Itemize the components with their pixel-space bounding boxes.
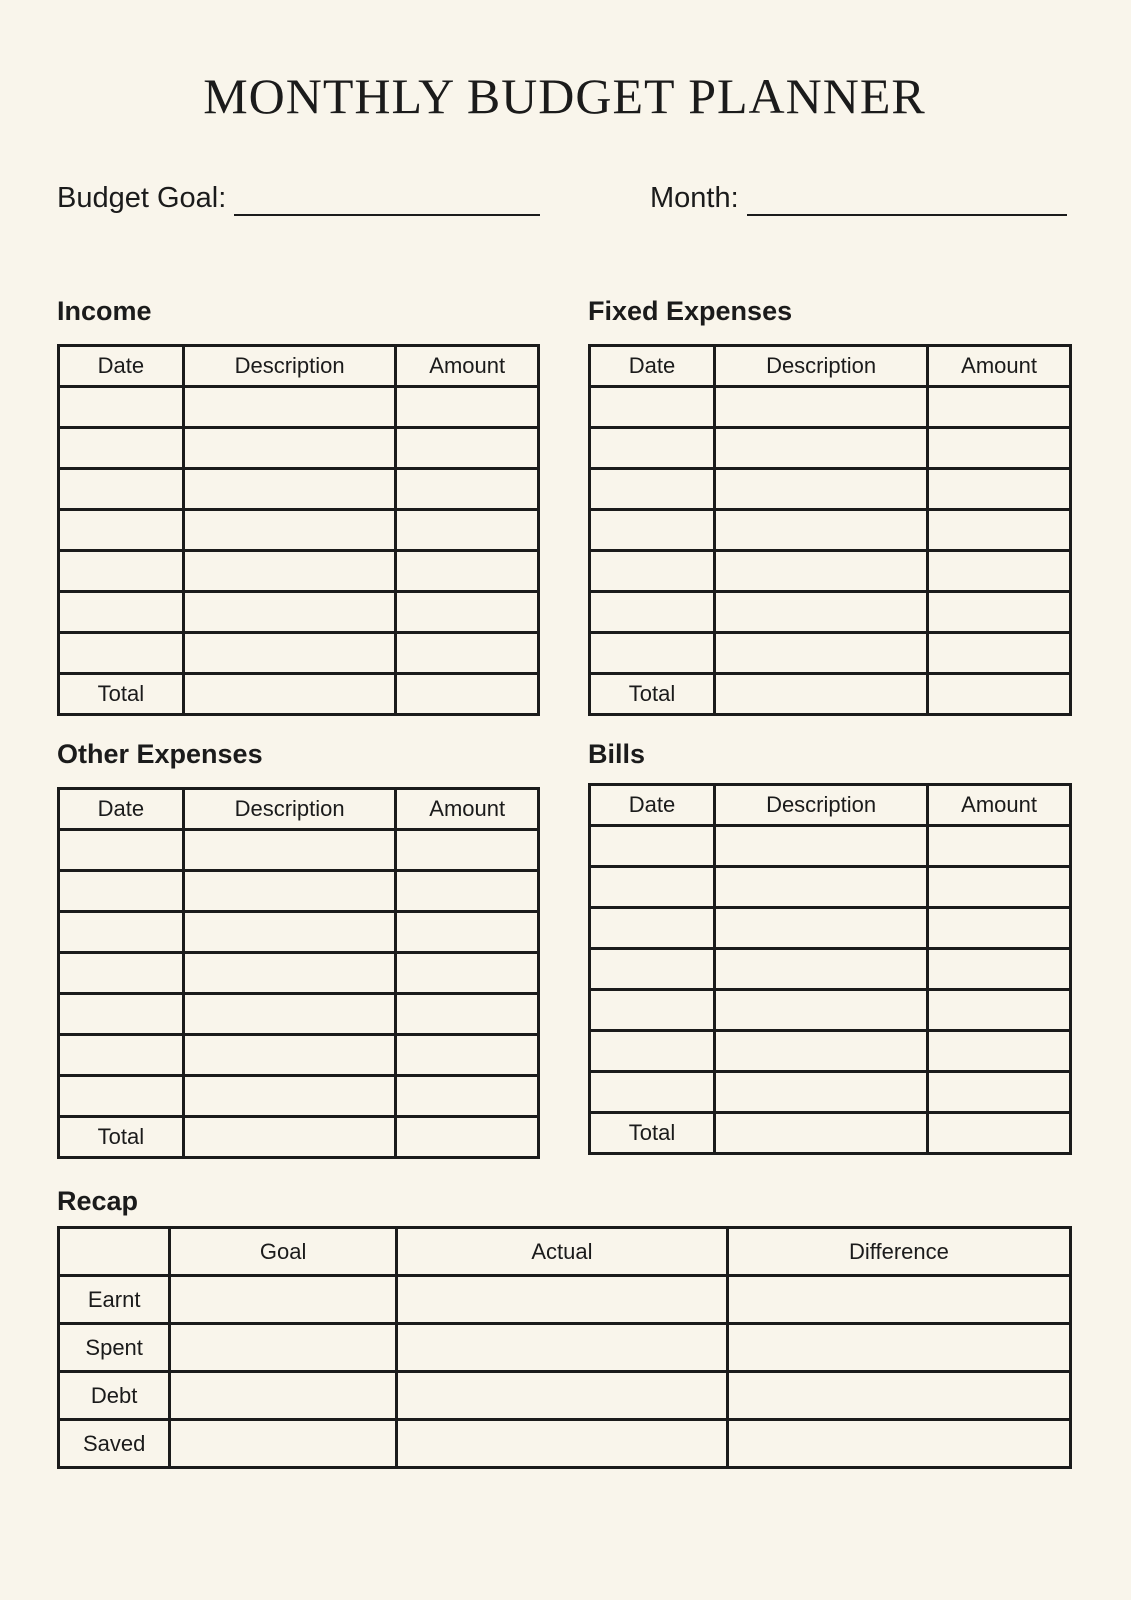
amount-column-header: Amount xyxy=(396,789,539,830)
description-column-header: Description xyxy=(715,785,928,826)
description-cell[interactable] xyxy=(715,990,928,1031)
other-expenses-section xyxy=(57,739,540,1159)
table-row xyxy=(590,551,1071,592)
table-header-row xyxy=(59,789,539,830)
total-amount-cell[interactable] xyxy=(396,674,539,715)
total-description-cell[interactable] xyxy=(183,1117,396,1158)
description-cell[interactable] xyxy=(715,908,928,949)
amount-cell[interactable] xyxy=(396,953,539,994)
income-section xyxy=(57,296,540,716)
saved-goal-cell[interactable] xyxy=(170,1420,397,1468)
date-cell[interactable] xyxy=(59,469,184,510)
table-row xyxy=(590,469,1071,510)
amount-column-header: Amount xyxy=(396,346,539,387)
description-cell[interactable] xyxy=(715,1072,928,1113)
description-cell[interactable] xyxy=(715,867,928,908)
date-cell[interactable] xyxy=(590,908,715,949)
description-cell[interactable] xyxy=(715,551,928,592)
date-cell[interactable] xyxy=(590,428,715,469)
table-row xyxy=(59,510,539,551)
saved-actual-cell[interactable] xyxy=(397,1420,728,1468)
date-cell[interactable] xyxy=(590,949,715,990)
description-cell[interactable] xyxy=(183,1076,396,1117)
date-cell[interactable] xyxy=(59,1035,184,1076)
description-cell[interactable] xyxy=(183,551,396,592)
amount-cell[interactable] xyxy=(396,912,539,953)
month-label: Month: xyxy=(650,182,739,214)
budget-goal-field xyxy=(57,181,540,224)
amount-column-header: Amount xyxy=(928,346,1071,387)
description-cell[interactable] xyxy=(715,949,928,990)
table-row xyxy=(59,953,539,994)
recap-corner-cell xyxy=(59,1228,170,1276)
earnt-difference-cell[interactable] xyxy=(727,1276,1070,1324)
date-cell[interactable] xyxy=(59,551,184,592)
description-cell[interactable] xyxy=(715,826,928,867)
goal-column-header: Goal xyxy=(170,1228,397,1276)
description-column-header: Description xyxy=(715,346,928,387)
recap-row-earnt xyxy=(59,1276,1071,1324)
amount-cell[interactable] xyxy=(396,994,539,1035)
amount-cell[interactable] xyxy=(928,633,1071,674)
date-cell[interactable] xyxy=(59,428,184,469)
date-column-header: Date xyxy=(59,346,184,387)
date-cell[interactable] xyxy=(59,871,184,912)
debt-goal-cell[interactable] xyxy=(170,1372,397,1420)
table-row xyxy=(59,428,539,469)
saved-row-label: Saved xyxy=(59,1420,170,1468)
description-cell[interactable] xyxy=(183,994,396,1035)
amount-cell[interactable] xyxy=(928,908,1071,949)
date-cell[interactable] xyxy=(590,510,715,551)
bills-table xyxy=(588,783,1072,1155)
amount-cell[interactable] xyxy=(396,1035,539,1076)
amount-cell[interactable] xyxy=(928,510,1071,551)
description-cell[interactable] xyxy=(183,387,396,428)
date-cell[interactable] xyxy=(590,1031,715,1072)
table-row xyxy=(590,510,1071,551)
amount-cell[interactable] xyxy=(396,871,539,912)
description-cell[interactable] xyxy=(715,469,928,510)
date-cell[interactable] xyxy=(59,953,184,994)
tables-grid xyxy=(57,296,1072,1159)
spent-goal-cell[interactable] xyxy=(170,1324,397,1372)
description-cell[interactable] xyxy=(183,428,396,469)
month-input-line[interactable] xyxy=(747,214,1067,216)
earnt-actual-cell[interactable] xyxy=(397,1276,728,1324)
amount-cell[interactable] xyxy=(928,1031,1071,1072)
saved-difference-cell[interactable] xyxy=(727,1420,1070,1468)
earnt-goal-cell[interactable] xyxy=(170,1276,397,1324)
total-label: Total xyxy=(59,1117,184,1158)
amount-cell[interactable] xyxy=(396,387,539,428)
recap-row-spent xyxy=(59,1324,1071,1372)
date-cell[interactable] xyxy=(590,867,715,908)
date-cell[interactable] xyxy=(59,510,184,551)
recap-heading: Recap xyxy=(57,1186,139,1216)
page-title: MONTHLY BUDGET PLANNER xyxy=(203,68,926,124)
date-cell[interactable] xyxy=(59,994,184,1035)
date-cell[interactable] xyxy=(590,633,715,674)
amount-cell[interactable] xyxy=(928,867,1071,908)
table-row xyxy=(59,1076,539,1117)
recap-header-row xyxy=(59,1228,1071,1276)
table-row xyxy=(59,633,539,674)
date-cell[interactable] xyxy=(590,387,715,428)
month-field xyxy=(588,181,1072,224)
table-row xyxy=(590,1031,1071,1072)
debt-row-label: Debt xyxy=(59,1372,170,1420)
bills-heading: Bills xyxy=(588,739,646,769)
table-row xyxy=(59,994,539,1035)
amount-cell[interactable] xyxy=(396,1076,539,1117)
description-cell[interactable] xyxy=(183,469,396,510)
total-row xyxy=(590,1113,1071,1154)
total-description-cell[interactable] xyxy=(183,674,396,715)
description-column-header: Description xyxy=(183,346,396,387)
table-row xyxy=(590,990,1071,1031)
spent-actual-cell[interactable] xyxy=(397,1324,728,1372)
amount-cell[interactable] xyxy=(928,387,1071,428)
amount-cell[interactable] xyxy=(928,592,1071,633)
description-cell[interactable] xyxy=(715,428,928,469)
total-amount-cell[interactable] xyxy=(928,674,1071,715)
date-cell[interactable] xyxy=(59,1076,184,1117)
date-cell[interactable] xyxy=(59,633,184,674)
table-row xyxy=(59,871,539,912)
table-row xyxy=(59,592,539,633)
earnt-row-label: Earnt xyxy=(59,1276,170,1324)
table-row xyxy=(59,830,539,871)
date-column-header: Date xyxy=(59,789,184,830)
table-header-row xyxy=(59,346,539,387)
debt-actual-cell[interactable] xyxy=(397,1372,728,1420)
amount-cell[interactable] xyxy=(928,990,1071,1031)
description-cell[interactable] xyxy=(183,912,396,953)
total-amount-cell[interactable] xyxy=(928,1113,1071,1154)
bills-section xyxy=(588,739,1072,1159)
total-row xyxy=(59,1117,539,1158)
table-row xyxy=(590,428,1071,469)
table-row xyxy=(590,592,1071,633)
description-cell[interactable] xyxy=(183,510,396,551)
amount-cell[interactable] xyxy=(396,633,539,674)
table-row xyxy=(59,551,539,592)
income-heading: Income xyxy=(57,296,152,326)
amount-cell[interactable] xyxy=(928,469,1071,510)
table-row xyxy=(590,1072,1071,1113)
budget-goal-input-line[interactable] xyxy=(234,214,540,216)
amount-cell[interactable] xyxy=(396,592,539,633)
other-expenses-heading: Other Expenses xyxy=(57,739,263,769)
amount-cell[interactable] xyxy=(396,469,539,510)
table-row xyxy=(59,469,539,510)
difference-column-header: Difference xyxy=(727,1228,1070,1276)
other-expenses-table xyxy=(57,787,540,1159)
date-cell[interactable] xyxy=(590,592,715,633)
date-cell[interactable] xyxy=(590,469,715,510)
fixed-expenses-heading: Fixed Expenses xyxy=(588,296,793,326)
amount-cell[interactable] xyxy=(396,551,539,592)
income-table xyxy=(57,344,540,716)
fixed-expenses-table xyxy=(588,344,1072,716)
total-description-cell[interactable] xyxy=(715,674,928,715)
amount-cell[interactable] xyxy=(928,826,1071,867)
actual-column-header: Actual xyxy=(397,1228,728,1276)
table-row xyxy=(59,1035,539,1076)
spent-difference-cell[interactable] xyxy=(727,1324,1070,1372)
date-column-header: Date xyxy=(590,346,715,387)
description-cell[interactable] xyxy=(183,633,396,674)
amount-cell[interactable] xyxy=(396,428,539,469)
description-cell[interactable] xyxy=(715,592,928,633)
date-cell[interactable] xyxy=(590,990,715,1031)
total-row xyxy=(59,674,539,715)
table-header-row xyxy=(590,346,1071,387)
date-column-header: Date xyxy=(590,785,715,826)
date-cell[interactable] xyxy=(59,912,184,953)
amount-column-header: Amount xyxy=(928,785,1071,826)
recap-row-saved xyxy=(59,1420,1071,1468)
date-cell[interactable] xyxy=(590,826,715,867)
recap-row-debt xyxy=(59,1372,1071,1420)
description-column-header: Description xyxy=(183,789,396,830)
description-cell[interactable] xyxy=(183,953,396,994)
date-cell[interactable] xyxy=(590,551,715,592)
recap-table xyxy=(57,1226,1072,1469)
total-row xyxy=(590,674,1071,715)
amount-cell[interactable] xyxy=(396,510,539,551)
date-cell[interactable] xyxy=(59,592,184,633)
amount-cell[interactable] xyxy=(928,428,1071,469)
header-fields-row xyxy=(57,181,1072,224)
recap-section xyxy=(57,1186,1072,1469)
table-row xyxy=(590,867,1071,908)
description-cell[interactable] xyxy=(183,1035,396,1076)
description-cell[interactable] xyxy=(183,830,396,871)
debt-difference-cell[interactable] xyxy=(727,1372,1070,1420)
description-cell[interactable] xyxy=(715,1031,928,1072)
table-row xyxy=(590,949,1071,990)
table-row xyxy=(590,387,1071,428)
amount-cell[interactable] xyxy=(928,1072,1071,1113)
table-header-row xyxy=(590,785,1071,826)
total-amount-cell[interactable] xyxy=(396,1117,539,1158)
date-cell[interactable] xyxy=(590,1072,715,1113)
fixed-expenses-section xyxy=(588,296,1072,716)
description-cell[interactable] xyxy=(715,633,928,674)
date-cell[interactable] xyxy=(59,387,184,428)
total-label: Total xyxy=(590,674,715,715)
amount-cell[interactable] xyxy=(396,830,539,871)
amount-cell[interactable] xyxy=(928,949,1071,990)
description-cell[interactable] xyxy=(715,387,928,428)
total-label: Total xyxy=(59,674,184,715)
table-row xyxy=(590,826,1071,867)
date-cell[interactable] xyxy=(59,830,184,871)
description-cell[interactable] xyxy=(183,871,396,912)
spent-row-label: Spent xyxy=(59,1324,170,1372)
total-label: Total xyxy=(590,1113,715,1154)
amount-cell[interactable] xyxy=(928,551,1071,592)
table-row xyxy=(59,912,539,953)
table-row xyxy=(590,633,1071,674)
budget-goal-label: Budget Goal: xyxy=(57,182,227,214)
description-cell[interactable] xyxy=(183,592,396,633)
table-row xyxy=(590,908,1071,949)
description-cell[interactable] xyxy=(715,510,928,551)
table-row xyxy=(59,387,539,428)
total-description-cell[interactable] xyxy=(715,1113,928,1154)
